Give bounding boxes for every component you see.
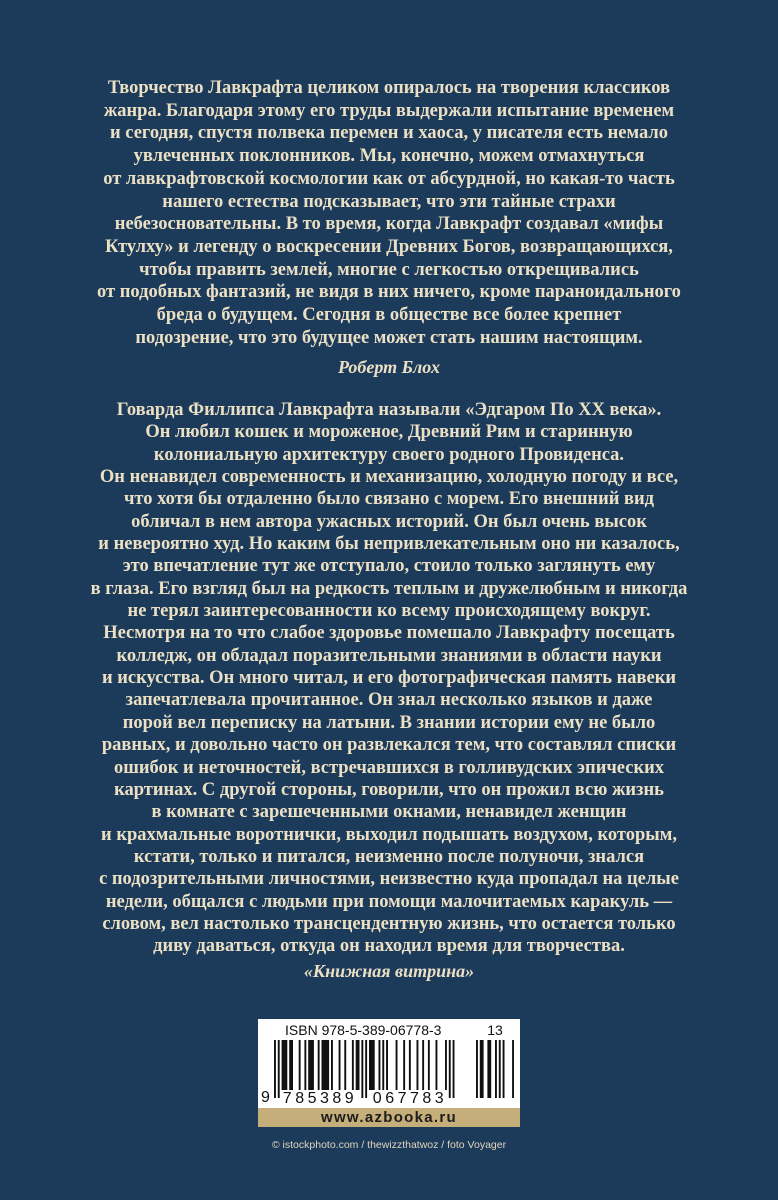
barcode-bar (436, 1040, 438, 1090)
quote-line: и крахмальные воротнички, выходил подышать воздухом, которым, (101, 824, 677, 845)
quote-line: диву даваться, откуда он находил время для творчества. (153, 936, 625, 957)
quote-line: бреда о будущем. Сегодня в обществе все более крепнет (156, 305, 622, 326)
quote-line: от лавкрафтовской космологии как от абсурдной, но какая-то часть (103, 168, 675, 189)
barcode-bar (299, 1040, 301, 1090)
barcode-bar (428, 1040, 430, 1090)
barcode-bar (386, 1040, 388, 1090)
quote-line: небезосновательны. В то время, когда Лавкрафт создавал «мифы (114, 214, 664, 235)
barcode-bar (365, 1040, 367, 1098)
barcode-bar (322, 1040, 330, 1090)
quote-line: картинах. С другой стороны, говорили, что он прожил всю жизнь (114, 779, 664, 800)
barcode-bar (318, 1040, 320, 1090)
quote-line: ошибок и неточностей, встречавшихся в голливудских эпических (113, 757, 665, 778)
barcode-bar (445, 1040, 447, 1090)
quote-line: колониальную архитектуру своего родного Провиденса. (153, 444, 625, 465)
publisher-url: www.azbooka.ru (258, 1108, 520, 1127)
quote-line: Творчество Лавкрафта целиком опиралось на творения классиков (107, 78, 671, 98)
quote-line: словом, вел настолько трансцендентную жизнь, что остается только (102, 913, 676, 934)
quote-line: что хотя бы отдаленно было связано с морем. Его внешний вид (123, 489, 655, 510)
quote-line: обличал в нем автора ужасных историй. Он был очень высок (131, 511, 647, 532)
barcode-addon-bar (495, 1040, 497, 1098)
barcode-bar (361, 1040, 363, 1098)
quote-line: и невероятно худ. Но каким бы непривлекательным оно ни казалось, (98, 534, 680, 555)
barcode-bar (352, 1040, 354, 1090)
barcode-bar (396, 1040, 398, 1090)
ean-right-digits: 067783 (372, 1090, 448, 1107)
quote-attribution: «Книжная витрина» (303, 961, 475, 981)
barcode-addon-bar (480, 1040, 484, 1098)
quote-line: Несмотря на то что слабое здоровье помешало Лавкрафту посещать (103, 623, 675, 644)
barcode-bar (304, 1040, 306, 1090)
review-quote-book-showcase (0, 399, 778, 958)
barcode-bar (422, 1040, 424, 1090)
barcode-addon-bar (512, 1040, 514, 1098)
quote-line: чтобы править землей, многие с легкостью открещивались (139, 259, 639, 280)
quote-line: Он ненавидел современность и механизацию, холодную погоду и все, (99, 467, 679, 488)
barcode-addon-number: 13 (487, 1022, 503, 1038)
quote-line: и сегодня, спустя полвека перемен и хаоса, у писателя есть немало (109, 123, 669, 144)
quote-line: колледж, он обладал поразительными знаниями в области науки (116, 645, 662, 666)
quote-line: подозрение, что это будущее может стать нашим настоящим. (135, 327, 643, 348)
barcode-bar (409, 1040, 411, 1090)
barcode-bar (417, 1040, 419, 1090)
barcode-bar (403, 1040, 405, 1090)
quote-line: равных, и довольно часто он развлекался тем, что составлял списки (101, 735, 677, 756)
ean-first-digit: 9 (261, 1089, 270, 1106)
quote-line: Он любил кошек и мороженое, Древний Рим и старинную (145, 422, 633, 443)
barcode-bar (282, 1040, 288, 1090)
quote-line: в комнате с зарешеченными окнами, ненавидел женщин (151, 802, 627, 823)
quote-line: Ктулху» и легенду о воскресении Древних Богов, возвращающихся, (105, 236, 673, 257)
quote-line: порой вел переписку на латыни. В знании истории ему не было (122, 712, 656, 733)
barcode-bar (339, 1040, 341, 1090)
quote-line: жанра. Благодаря этому его труды выдержали испытание временем (103, 100, 675, 121)
barcode-addon-bar (503, 1040, 505, 1098)
isbn-barcode (258, 1019, 520, 1108)
barcode-bar (449, 1040, 451, 1098)
quote-line: недели, общался с людьми при помощи малочитаемых каракуль — (105, 891, 673, 912)
quote-line: запечатлевала прочитанное. Он знал несколько языков и даже (125, 690, 653, 711)
photo-credit: © istockphoto.com / thewizzthatwoz / foto Voyager (271, 1139, 507, 1151)
review-quote-bloch (0, 77, 778, 349)
quote-line: и искусства. Он много читал, и его фотографическая память навеки (101, 668, 677, 689)
barcode-addon-bar (487, 1040, 491, 1098)
quote-line: не терял заинтересованности ко всему происходящему вокруг. (127, 601, 651, 622)
quote-line: увлеченных поклонников. Мы, конечно, можем отмахнуться (133, 146, 645, 167)
barcode-bar (382, 1040, 384, 1090)
barcode-bar (278, 1040, 280, 1098)
isbn-number: ISBN 978-5-389-06778-3 (285, 1022, 442, 1038)
quote-line: кстати, только и питался, неизменно после полуночи, знался (133, 846, 645, 867)
barcode-addon-bar (476, 1040, 478, 1098)
barcode-bar (308, 1040, 314, 1090)
barcode-bar (379, 1040, 381, 1090)
quote-line: это впечатление тут же отступало, стоило только заглянуть ему (122, 556, 656, 577)
barcode-bar (274, 1040, 276, 1098)
quote-line: с подозрительными личностями, неизвестно куда пропадал на целые (99, 869, 679, 890)
barcode-addon-bar (499, 1040, 501, 1098)
quote-line: нашего естества подсказывает, что эти тайные страхи (162, 191, 616, 212)
barcode-bar (344, 1040, 346, 1090)
barcode-bar (289, 1040, 293, 1090)
barcode-bar (331, 1040, 333, 1090)
quote-attribution: Роберт Блох (338, 357, 440, 377)
barcode-bar (369, 1040, 375, 1090)
barcode-bar (453, 1040, 455, 1098)
quote-line: от подобных фантазий, не видя в них ничего, кроме параноидального (97, 282, 681, 303)
quote-line: в глаза. Его взгляд был на редкость теплым и дружелюбным и никогда (90, 578, 688, 599)
barcode-bar (356, 1040, 360, 1090)
ean-left-digits: 785389 (282, 1090, 358, 1107)
quote-line: Говарда Филлипса Лавкрафта называли «Эдгаром По XX века». (116, 400, 662, 420)
